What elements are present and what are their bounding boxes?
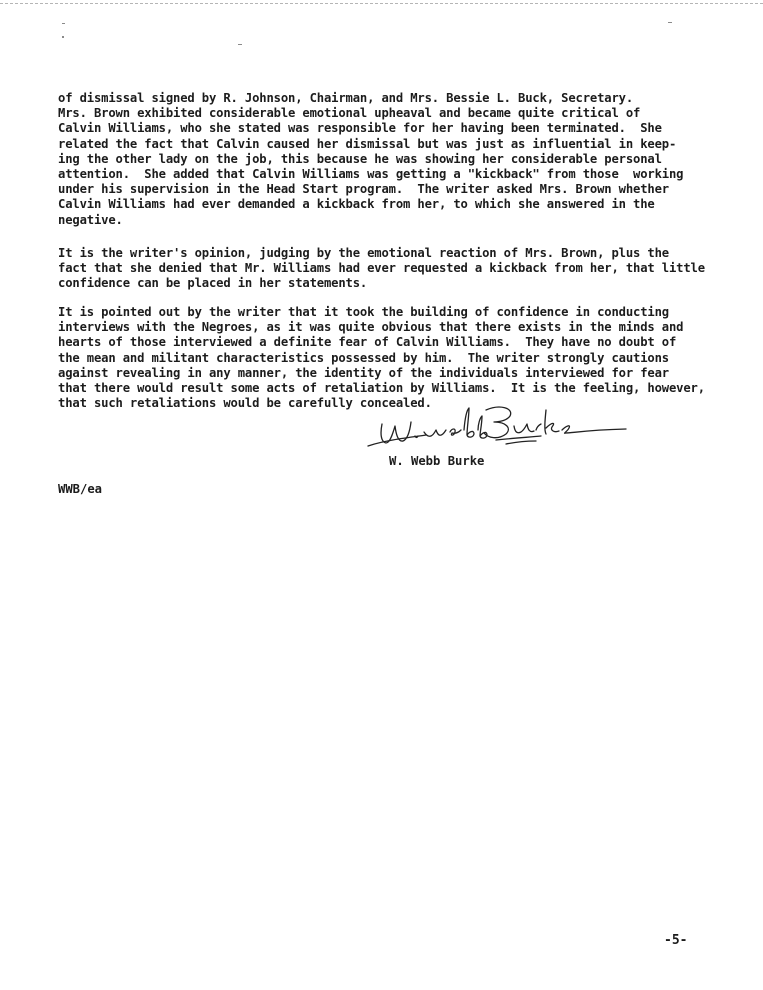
scan-speck	[668, 22, 672, 23]
scan-speck	[238, 44, 242, 45]
page-number: -5-	[664, 933, 688, 948]
body-paragraph-3: It is pointed out by the writer that it took the building of confidence in conducting interviews with the Negroes, as it was quite obvious that there exists in the minds and hearts of those interviewed a definite fear of Calvin Williams. They have no doubt of the mean and militant characteristics possessed by him. The writer strongly cautions against revealing in any manner, the identity of the individuals interviewed for fear that there would result some acts of retaliation by Williams. It is the feeling, however, that such retaliations would be carefully concealed.	[58, 305, 705, 411]
scan-speck	[62, 36, 64, 38]
signatory-name: W. Webb Burke	[389, 454, 485, 468]
body-paragraph-1: of dismissal signed by R. Johnson, Chairman, and Mrs. Bessie L. Buck, Secretary. Mrs. Brown exhibited considerable emotional upheaval and became quite critical of Calvin Williams, who she stated was responsible for her having been terminated. She related the fact that Calvin caused her dismissal but was just as influential in keep- ing the other lady on the job, this because he was showing her considerable personal attention. She added that Calvin Williams was getting a "kickback" from those working under his supervision in the Head Start program. The writer asked Mrs. Brown whether Calvin Williams had ever demanded a kickback from her, to which she answered in the negative.	[58, 91, 684, 227]
page-top-edge	[0, 3, 763, 4]
body-paragraph-2: It is the writer's opinion, judging by the emotional reaction of Mrs. Brown, plus the fact that she denied that Mr. Williams had ever requested a kickback from her, that little confidence can be placed in her statements.	[58, 246, 705, 291]
handwritten-signature	[366, 400, 636, 458]
reference-initials: WWB/ea	[58, 482, 103, 496]
scan-speck	[62, 23, 65, 24]
